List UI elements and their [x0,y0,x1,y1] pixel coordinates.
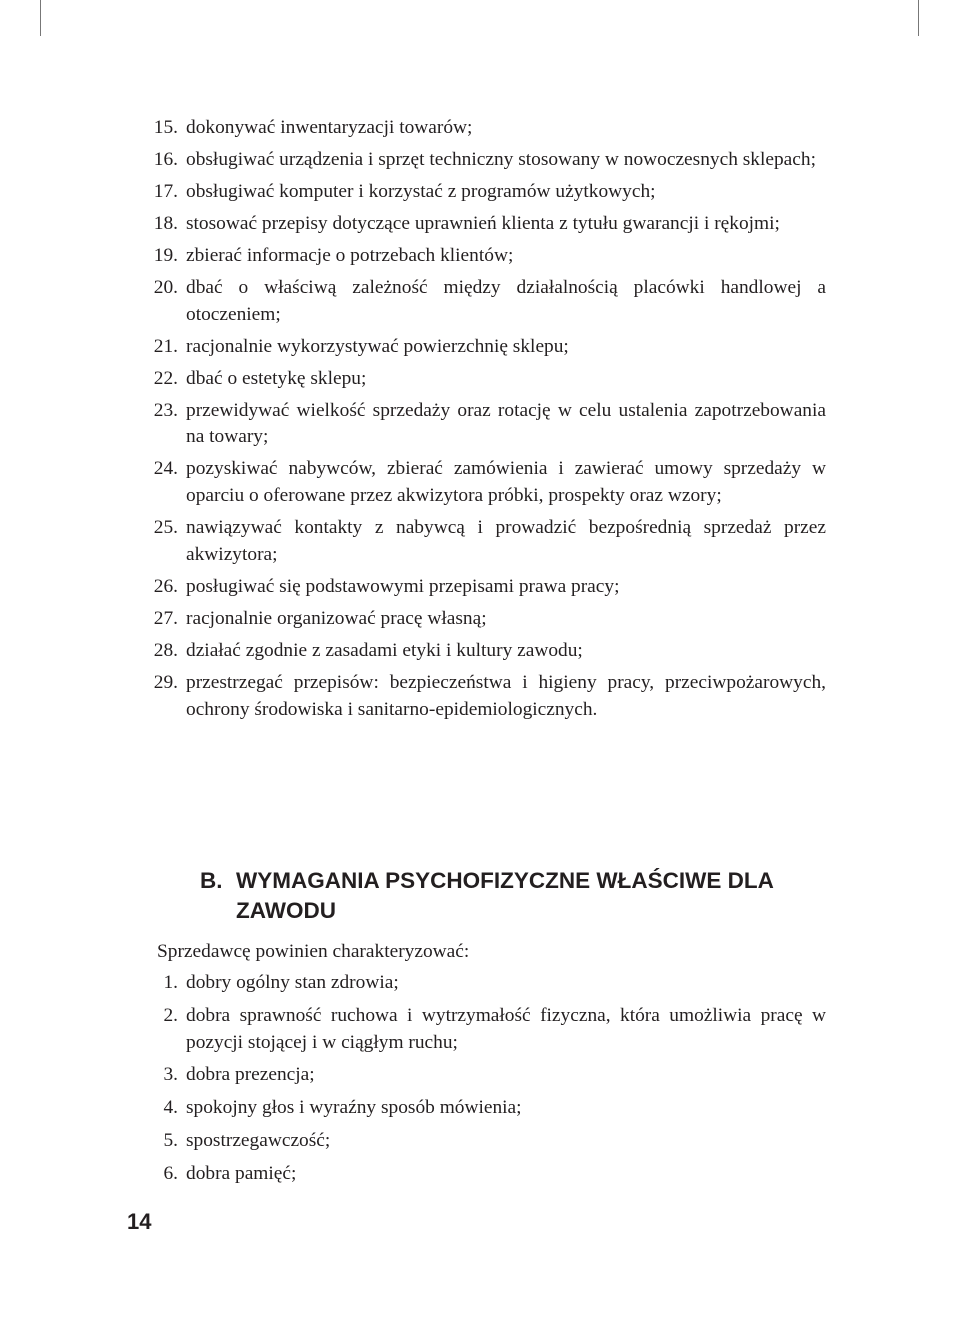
item-number: 1. [163,972,178,993]
item-number: 5. [163,1130,178,1152]
item-number: 22. [153,367,178,389]
item-text: posługiwać się podstawowymi przepisami prawa pracy; [186,575,620,597]
list-item [0,1062,826,1089]
item-text: dobra prezencja; [186,1064,315,1086]
list-item [0,147,826,174]
item-number: 4. [163,1097,178,1119]
item-text: dobry ogólny stan zdrowia; [186,972,399,993]
requirements-list [0,970,826,1194]
item-text: dbać o estetykę sklepu; [186,367,367,389]
item-text: spokojny głos i wyraźny sposób mówienia; [186,1097,522,1119]
item-text: działać zgodnie z zasadami etyki i kultury zawodu; [186,639,583,661]
item-number: 21. [153,335,178,357]
item-number: 24. [153,458,178,480]
item-text: pozyskiwać nabywców, zbierać zamówienia i zawierać umowy sprzedaży w oparciu o oferowane przez akwizytora próbki, prospekty oraz wzory; [186,458,826,507]
list-item [0,970,826,997]
item-text: spostrzegawczość; [186,1130,331,1152]
item-number: 17. [153,181,178,202]
item-text: dokonywać inwentaryzacji towarów; [186,117,473,138]
item-number: 23. [153,399,178,421]
list-item [0,574,826,601]
item-text: racjonalnie wykorzystywać powierzchnię sklepu; [186,335,569,357]
list-item [0,606,826,633]
item-text: stosować przepisy dotyczące uprawnień klienta z tytułu gwarancji i rękojmi; [186,213,780,234]
item-number: 25. [153,517,178,539]
crop-mark-right [918,0,919,36]
list-item [0,1161,826,1188]
list-item [0,115,826,142]
list-item [0,211,826,238]
item-text: przewidywać wielkość sprzedaży oraz rotację w celu ustalenia zapotrzebowania na towary; [186,399,826,448]
list-item [0,1095,826,1122]
item-text: dobra sprawność ruchowa i wytrzymałość fizyczna, która umożliwia pracę w pozycji stojącej i w ciągłym ruchu; [186,1004,826,1053]
item-text: przestrzegać przepisów: bezpieczeństwa i higieny pracy, przeciwpożarowych, ochrony środowiska i sanitarno-epidemiologicznych. [186,671,826,720]
item-number: 28. [153,639,178,661]
list-item [0,670,826,723]
item-text: dbać o właściwą zależność między działalnością placówki handlowej a otoczeniem; [186,277,826,325]
item-number: 27. [153,607,178,629]
list-item [0,243,826,270]
item-number: 6. [163,1163,178,1185]
item-number: 29. [153,671,178,693]
intro-text: Sprzedawcę powinien charakteryzować: [157,941,470,962]
list-item [0,515,826,568]
item-number: 19. [153,245,178,266]
section-letter: B. [200,868,223,893]
item-number: 15. [153,117,178,138]
list-item [0,638,826,665]
item-text: obsługiwać komputer i korzystać z programów użytkowych; [186,181,656,202]
section-title: WYMAGANIA PSYCHOFIZYCZNE WŁAŚCIWE DLA ZAWODU [236,868,774,923]
list-item [0,456,826,509]
item-number: 18. [153,213,178,234]
list-item [0,334,826,361]
item-text: zbierać informacje o potrzebach klientów; [186,245,514,266]
item-number: 20. [153,277,178,298]
list-item [0,366,826,393]
item-number: 2. [163,1004,178,1026]
item-text: nawiązywać kontakty z nabywcą i prowadzić bezpośrednią sprzedaż przez akwizytora; [186,517,826,565]
crop-mark-left [40,0,41,36]
item-text: obsługiwać urządzenia i sprzęt techniczny stosowany w nowoczesnych sklepach; [186,149,816,170]
list-item [0,1128,826,1155]
list-item [0,398,826,451]
list-item [0,1003,826,1056]
list-item [0,179,826,206]
item-number: 3. [163,1064,178,1086]
skills-list [0,115,826,729]
item-text: racjonalnie organizować pracę własną; [186,607,487,629]
item-number: 26. [153,575,178,597]
page-number: 14 [127,1209,152,1234]
item-number: 16. [153,149,178,170]
item-text: dobra pamięć; [186,1163,297,1185]
section-heading [200,866,800,926]
list-item [0,275,826,328]
